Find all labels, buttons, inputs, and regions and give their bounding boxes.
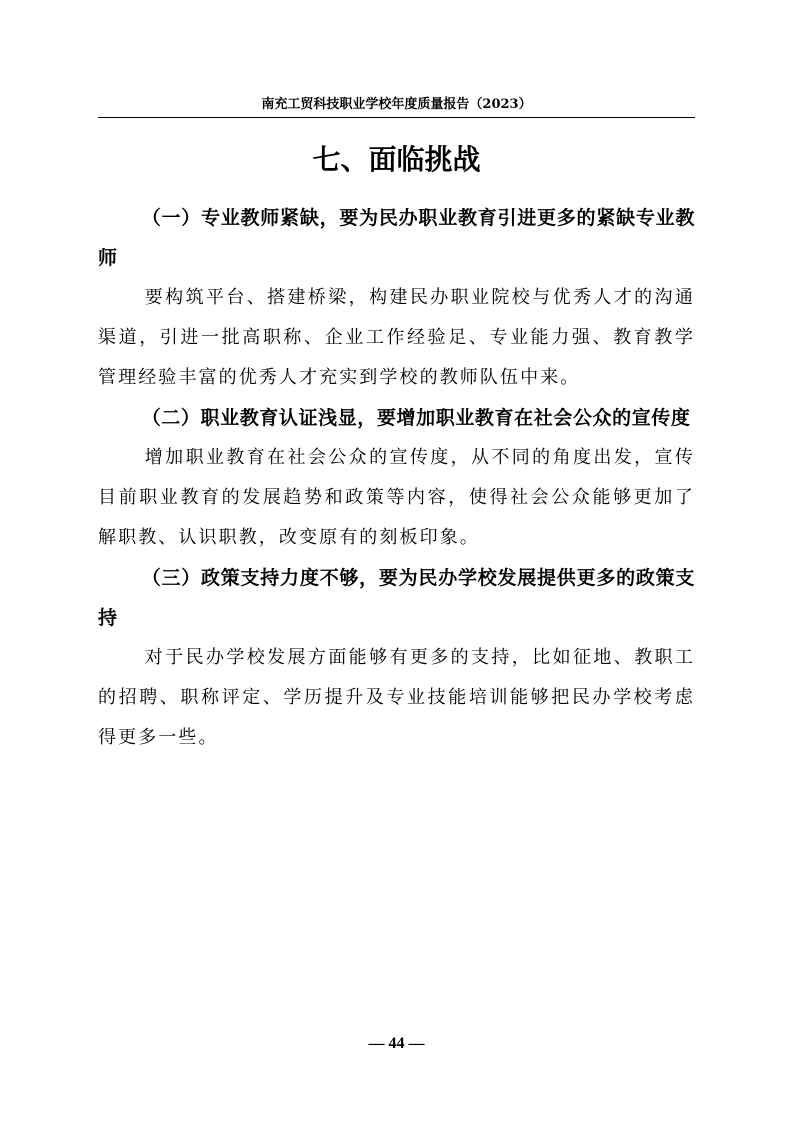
section-1 <box>98 198 695 398</box>
section-paragraph: 要构筑平台、搭建桥梁，构建民办职业院校与优秀人才的沟通渠道，引进一批高职称、企业工作经验足、专业能力强、教育教学管理经验丰富的优秀人才充实到学校的教师队伍中来。 <box>98 287 695 388</box>
chapter-body <box>98 198 695 758</box>
section-3 <box>98 558 695 758</box>
header-divider <box>98 117 695 118</box>
page-number: — 44 — <box>368 1035 425 1052</box>
section-heading: （三）政策支持力度不够，要为民办学校发展提供更多的政策支持 <box>98 567 695 629</box>
section-heading: （二）职业教育认证浅显，要增加职业教育在社会公众的宣传度 <box>141 407 691 429</box>
section-2 <box>98 398 695 558</box>
section-heading: （一）专业教师紧缺，要为民办职业教育引进更多的紧缺专业教师 <box>98 207 695 269</box>
page-header: 南充工贸科技职业学校年度质量报告（2023） <box>261 97 532 112</box>
section-paragraph: 对于民办学校发展方面能够有更多的支持，比如征地、教职工的招聘、职称评定、学历提升及专业技能培训能够把民办学校考虑得更多一些。 <box>98 647 695 748</box>
chapter-title: 七、面临挑战 <box>312 143 481 176</box>
section-paragraph: 增加职业教育在社会公众的宣传度，从不同的角度出发，宣传目前职业教育的发展趋势和政策等内容，使得社会公众能够更加了解职教、认识职教，改变原有的刻板印象。 <box>98 447 695 548</box>
